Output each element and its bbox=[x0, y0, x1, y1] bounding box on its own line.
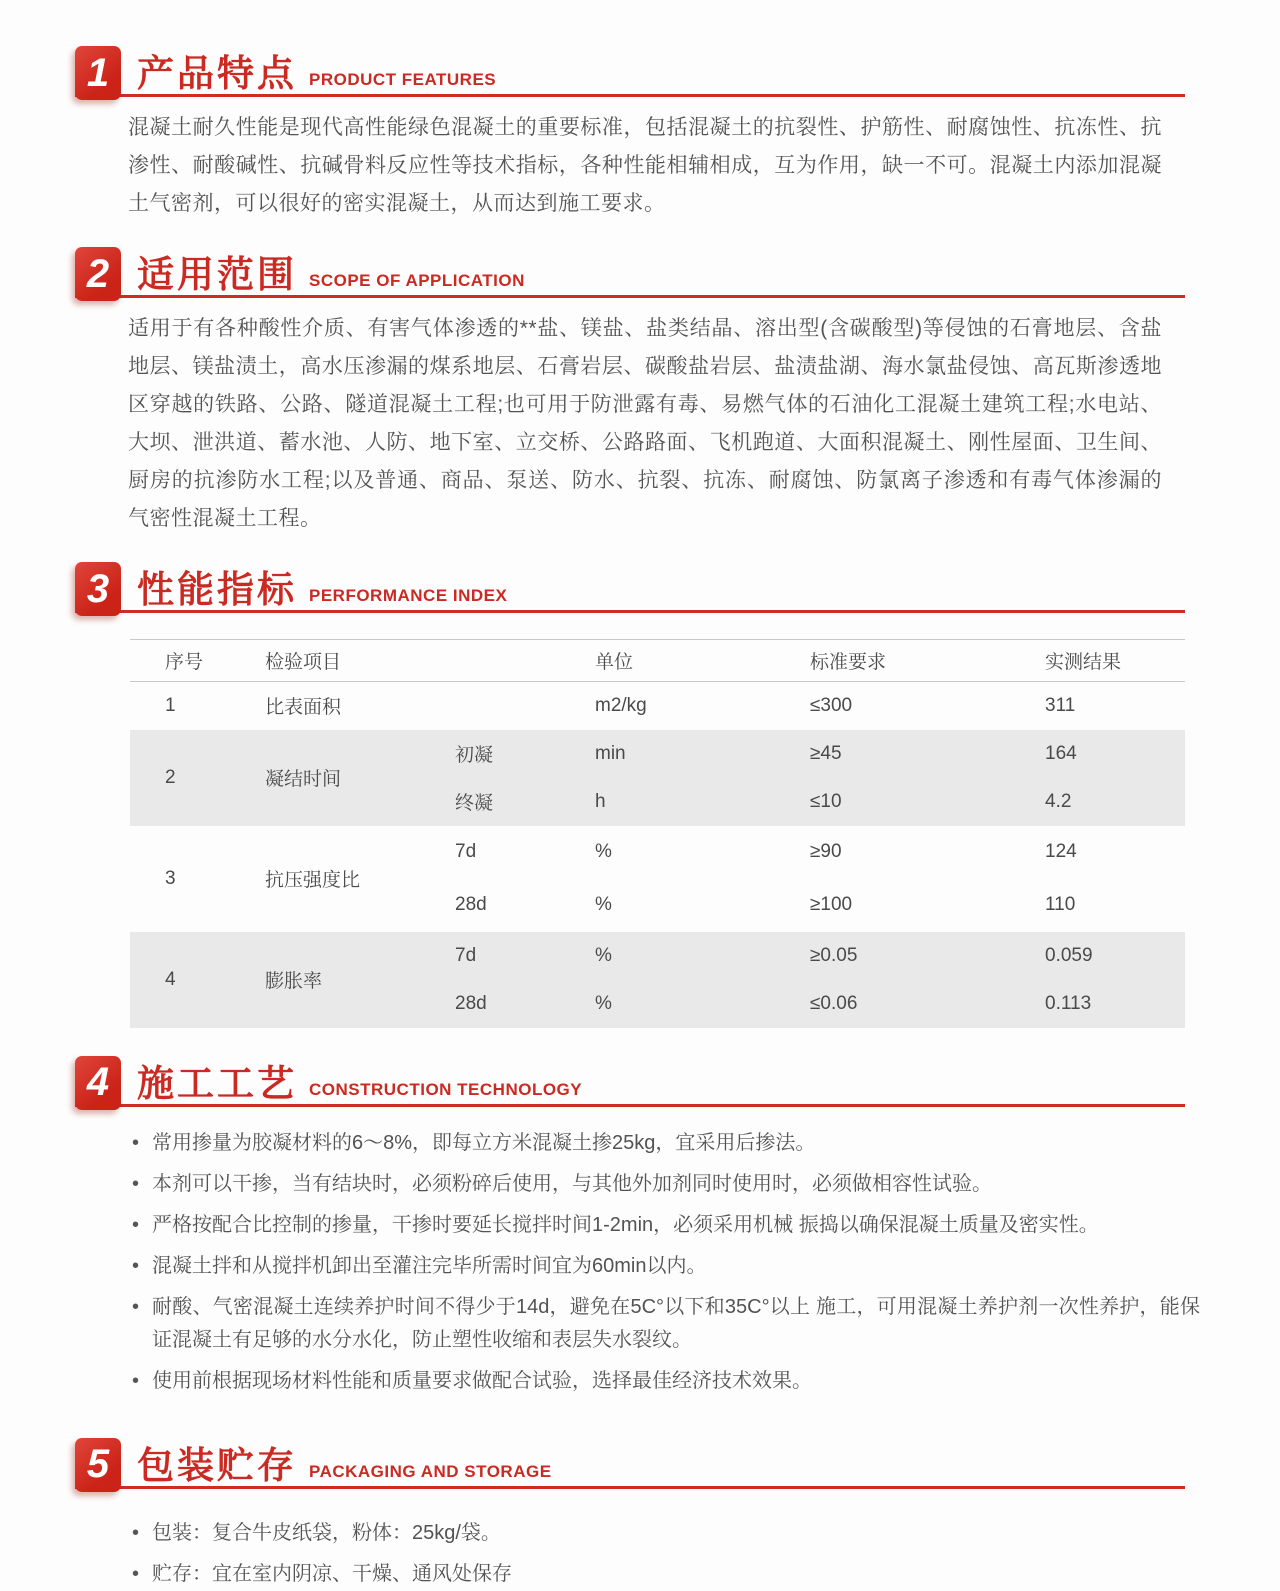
cell-cond: 初凝 bbox=[420, 730, 560, 778]
cell-cond: 7d bbox=[420, 932, 560, 980]
cell-result: 311 bbox=[1045, 694, 1076, 716]
cell-cond: 7d bbox=[455, 841, 477, 862]
section-number: 3 bbox=[86, 566, 110, 611]
col-header-cond bbox=[420, 640, 560, 682]
section-title-en: PRODUCT FEATURES bbox=[309, 70, 497, 89]
bullet-item: • 严格按配合比控制的掺量，干掺时要延长搅拌时间1-2min，必须采用机械 振捣以确保混凝土质量及密实性。 bbox=[130, 1209, 1200, 1242]
col-header-standard: 标准要求 bbox=[770, 640, 1010, 682]
section-number: 1 bbox=[86, 50, 110, 95]
section-number-badge bbox=[75, 1056, 121, 1110]
cell-unit: % bbox=[560, 980, 770, 1028]
section-title-en: PERFORMANCE INDEX bbox=[309, 586, 508, 605]
col-header-result: 实测结果 bbox=[1010, 640, 1185, 682]
bullet-item: • 贮存：宜在室内阴凉、干燥、通风处保存 bbox=[130, 1558, 1200, 1591]
cell-standard: ≥0.05 bbox=[770, 932, 1010, 980]
section-number-badge bbox=[75, 562, 121, 616]
section-header-product-features bbox=[75, 46, 1185, 97]
section-number-badge bbox=[75, 46, 121, 100]
packaging-bullet-list bbox=[130, 1517, 1200, 1591]
section-number: 4 bbox=[86, 1060, 110, 1104]
section-number: 5 bbox=[86, 1442, 110, 1486]
col-header-item: 检验项目 bbox=[240, 640, 420, 682]
section-title-zh: 适用范围 bbox=[137, 254, 297, 295]
section-1-paragraph: 混凝土耐久性能是现代高性能绿色混凝土的重要标准，包括混凝土的抗裂性、护筋性、耐腐蚀性、抗冻性、抗渗性、耐酸碱性、抗碱骨料反应性等技术指标，各种性能相辅相成，互为作用，缺一不可。混凝土内添加混凝土气密剂，可以很好的密实混凝土，从而达到施工要求。 bbox=[128, 116, 1162, 215]
performance-table bbox=[130, 639, 1185, 1028]
cell-item: 膨胀率 bbox=[240, 932, 420, 1028]
section-title-zh: 产品特点 bbox=[137, 53, 297, 94]
cell-result: 0.059 bbox=[1010, 932, 1185, 980]
bullet-item: • 常用掺量为胶凝材料的6～8%，即每立方米混凝土掺25kg，宜采用后掺法。 bbox=[130, 1127, 1200, 1160]
section-number: 2 bbox=[86, 251, 110, 296]
table-row bbox=[130, 682, 1185, 730]
cell-standard: ≥45 bbox=[770, 730, 1010, 778]
section-header-scope-of-application bbox=[75, 247, 1185, 298]
bullet-item: • 使用前根据现场材料性能和质量要求做配合试验，选择最佳经济技术效果。 bbox=[130, 1365, 1200, 1398]
cell-unit: min bbox=[560, 730, 770, 778]
bullet-item: • 本剂可以干掺，当有结块时，必须粉碎后使用，与其他外加剂同时使用时，必须做相容性试验。 bbox=[130, 1168, 1200, 1201]
cell-standard: ≤10 bbox=[770, 778, 1010, 826]
bullet-item: • 混凝土拌和从搅拌机卸出至灌注完毕所需时间宜为60min以内。 bbox=[130, 1250, 1200, 1283]
cell-result: 124 bbox=[1045, 841, 1077, 862]
cell-cond: 28d bbox=[420, 980, 560, 1028]
section-title-zh: 施工工艺 bbox=[137, 1062, 297, 1104]
cell-cond: 28d bbox=[455, 894, 487, 915]
cell-no: 4 bbox=[130, 932, 240, 1028]
cell-item: 抗压强度比 bbox=[265, 870, 361, 891]
cell-unit: m2/kg bbox=[595, 694, 647, 716]
section-number-badge bbox=[75, 247, 121, 301]
table-row bbox=[130, 826, 1185, 879]
cell-result: 0.113 bbox=[1010, 980, 1185, 1028]
section-title-en: CONSTRUCTION TECHNOLOGY bbox=[309, 1079, 583, 1099]
cell-unit: h bbox=[560, 778, 770, 826]
col-header-unit: 单位 bbox=[560, 640, 770, 682]
cell-unit: % bbox=[595, 841, 612, 862]
construction-bullet-list bbox=[130, 1127, 1200, 1398]
cell-result: 164 bbox=[1010, 730, 1185, 778]
section-2-paragraph: 适用于有各种酸性介质、有害气体渗透的**盐、镁盐、盐类结晶、溶出型(含碳酸型)等侵蚀的石膏地层、含盐地层、镁盐渍土，高水压渗漏的煤系地层、石膏岩层、碳酸盐岩层、盐渍盐湖、海水氯盐侵蚀、高瓦斯渗透地区穿越的铁路、公路、隧道混凝土工程;也可用于防泄露有毒、易燃气体的石油化工混凝土建筑工程;水电站、大坝、泄洪道、蓄水池、人防、地下室、立交桥、公路路面、飞机跑道、大面积混凝土、刚性屋面、卫生间、厨房的抗渗防水工程;以及普通、商品、泵送、防水、抗裂、抗冻、耐腐蚀、防氯离子渗透和有毒气体渗漏的气密性混凝土工程。 bbox=[128, 317, 1162, 530]
table-header-row bbox=[130, 640, 1185, 682]
cell-cond: 终凝 bbox=[420, 778, 560, 826]
cell-standard: ≥90 bbox=[810, 841, 842, 862]
cell-standard: ≤0.06 bbox=[770, 980, 1010, 1028]
cell-item: 凝结时间 bbox=[240, 730, 420, 826]
section-header-performance-index bbox=[75, 562, 1185, 613]
cell-result: 110 bbox=[1045, 894, 1076, 915]
cell-cond bbox=[420, 682, 560, 730]
section-number-badge bbox=[75, 1438, 121, 1492]
cell-unit: % bbox=[595, 894, 612, 915]
section-title-en: PACKAGING AND STORAGE bbox=[309, 1461, 552, 1481]
cell-no: 2 bbox=[130, 730, 240, 826]
section-header-construction-technology bbox=[75, 1056, 1185, 1107]
cell-standard: ≥100 bbox=[810, 894, 853, 915]
col-header-no: 序号 bbox=[130, 640, 240, 682]
cell-standard: ≤300 bbox=[810, 694, 853, 716]
cell-result: 4.2 bbox=[1010, 778, 1185, 826]
bullet-item: • 耐酸、气密混凝土连续养护时间不得少于14d，避免在5C°以下和35C°以上 施工，可用混凝土养护剂一次性养护，能保证混凝土有足够的水分水化，防止塑性收缩和表层失水裂纹。 bbox=[130, 1291, 1200, 1357]
section-header-packaging-and-storage bbox=[75, 1438, 1185, 1489]
bullet-item: • 包装：复合牛皮纸袋，粉体：25kg/袋。 bbox=[130, 1517, 1200, 1550]
cell-item: 比表面积 bbox=[265, 697, 342, 719]
table-row bbox=[130, 730, 1185, 778]
cell-no: 1 bbox=[165, 694, 176, 716]
section-title-zh: 性能指标 bbox=[137, 569, 297, 610]
cell-no: 3 bbox=[165, 867, 176, 889]
section-title-zh: 包装贮存 bbox=[137, 1444, 297, 1486]
section-title-en: SCOPE OF APPLICATION bbox=[309, 271, 525, 290]
table-row bbox=[130, 932, 1185, 980]
cell-unit: % bbox=[560, 932, 770, 980]
